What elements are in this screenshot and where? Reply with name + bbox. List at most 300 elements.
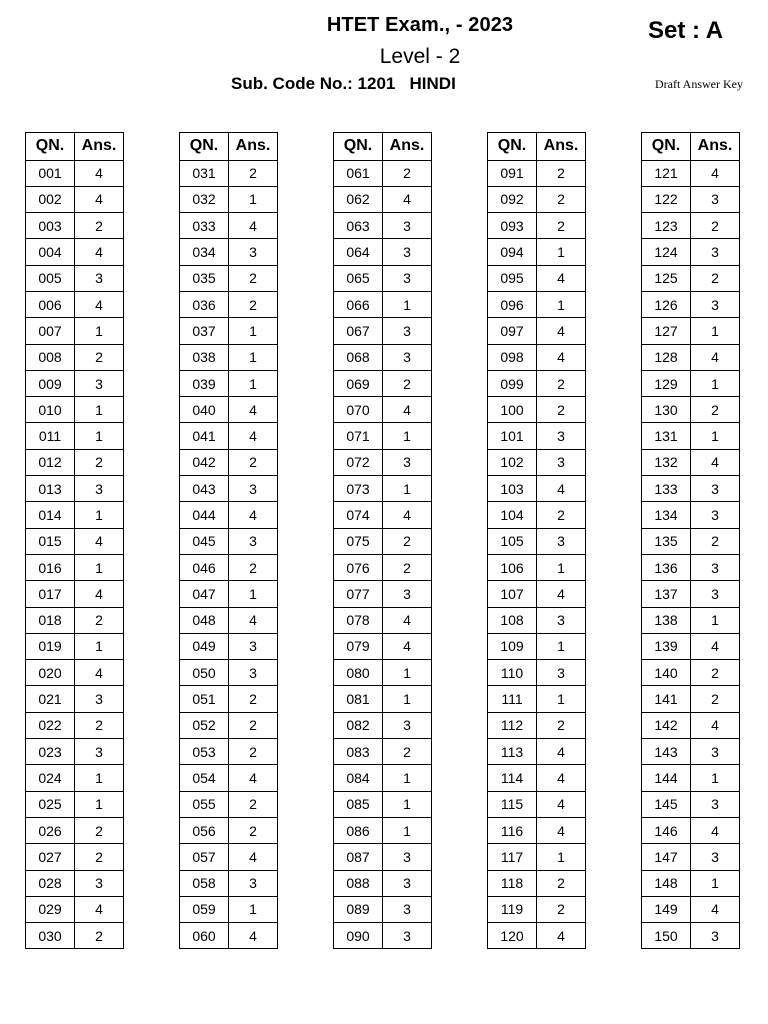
table-row [334,213,432,239]
answer-value: 4 [75,239,124,265]
answer-value: 1 [75,765,124,791]
table-row [642,502,740,528]
question-number: 101 [488,423,537,449]
answer-value: 1 [537,291,586,317]
question-number: 142 [642,712,691,738]
answer-value: 2 [229,554,278,580]
table-row [26,528,124,554]
question-number: 090 [334,923,383,949]
answer-value: 3 [383,213,432,239]
table-row [26,397,124,423]
table-row [334,581,432,607]
question-number: 148 [642,870,691,896]
question-number: 003 [26,213,75,239]
answer-value: 4 [691,633,740,659]
answer-value: 2 [537,502,586,528]
question-number: 099 [488,370,537,396]
answer-value: 3 [229,528,278,554]
answer-value: 4 [229,844,278,870]
question-number: 038 [180,344,229,370]
answer-value: 4 [383,607,432,633]
table-row [26,765,124,791]
answer-value: 3 [691,239,740,265]
question-number: 016 [26,554,75,580]
question-number: 021 [26,686,75,712]
answer-value: 2 [75,213,124,239]
question-number: 083 [334,739,383,765]
question-number: 035 [180,265,229,291]
question-number: 103 [488,476,537,502]
answer-value: 2 [75,844,124,870]
answer-value: 3 [229,633,278,659]
exam-level: Level - 2 [379,45,461,68]
answer-value: 2 [691,397,740,423]
question-number: 057 [180,844,229,870]
answer-value: 1 [75,633,124,659]
question-number: 136 [642,554,691,580]
table-header-row [334,133,432,161]
table-row [334,265,432,291]
table-row [334,791,432,817]
question-number: 096 [488,291,537,317]
table-row [642,370,740,396]
answer-value: 4 [537,318,586,344]
answer-value: 4 [229,502,278,528]
table-row [26,423,124,449]
answer-value: 4 [75,660,124,686]
answer-value: 2 [229,291,278,317]
table-row [26,291,124,317]
question-number: 032 [180,186,229,212]
question-number: 060 [180,923,229,949]
draft-answer-key-note: Draft Answer Key [655,77,743,91]
answer-value: 1 [383,765,432,791]
question-number: 069 [334,370,383,396]
table-row [488,844,586,870]
answer-value: 4 [229,765,278,791]
answer-value: 1 [229,896,278,922]
answer-value: 1 [75,791,124,817]
question-number: 049 [180,633,229,659]
question-number: 078 [334,607,383,633]
question-number: 130 [642,397,691,423]
answer-value: 2 [537,870,586,896]
table-row [180,344,278,370]
table-row [180,265,278,291]
table-row [334,607,432,633]
table-row [334,186,432,212]
question-number: 017 [26,581,75,607]
qn-header: QN. [488,133,537,161]
question-number: 132 [642,449,691,475]
answer-value: 3 [383,923,432,949]
ans-header: Ans. [229,133,278,161]
answer-value: 3 [229,660,278,686]
ans-header: Ans. [691,133,740,161]
answer-value: 1 [75,397,124,423]
table-row [642,765,740,791]
question-number: 056 [180,817,229,843]
question-number: 011 [26,423,75,449]
answer-value: 3 [537,449,586,475]
answer-value: 3 [383,844,432,870]
answer-value: 1 [75,423,124,449]
question-number: 146 [642,817,691,843]
table-row [488,712,586,738]
answer-value: 3 [383,449,432,475]
question-number: 043 [180,476,229,502]
answer-value: 2 [229,160,278,186]
question-number: 007 [26,318,75,344]
question-number: 110 [488,660,537,686]
question-number: 119 [488,896,537,922]
answer-value: 1 [383,476,432,502]
answer-value: 4 [75,528,124,554]
table-row [642,633,740,659]
ans-header: Ans. [383,133,432,161]
table-row [180,528,278,554]
question-number: 061 [334,160,383,186]
question-number: 005 [26,265,75,291]
table-row [642,265,740,291]
table-row [642,896,740,922]
table-row [26,160,124,186]
question-number: 116 [488,817,537,843]
question-number: 082 [334,712,383,738]
table-row [26,817,124,843]
ans-header: Ans. [537,133,586,161]
question-number: 100 [488,397,537,423]
answer-value: 3 [75,739,124,765]
question-number: 072 [334,449,383,475]
answer-value: 1 [383,817,432,843]
question-number: 025 [26,791,75,817]
question-number: 077 [334,581,383,607]
question-number: 047 [180,581,229,607]
answer-value: 2 [75,607,124,633]
question-number: 075 [334,528,383,554]
table-row [180,870,278,896]
question-number: 039 [180,370,229,396]
answer-value: 4 [229,923,278,949]
answer-value: 1 [383,291,432,317]
answer-value: 4 [383,502,432,528]
answer-value: 1 [691,765,740,791]
answer-value: 4 [75,160,124,186]
answer-value: 1 [383,423,432,449]
table-row [488,765,586,791]
table-row [26,265,124,291]
answer-value: 1 [75,318,124,344]
table-row [488,739,586,765]
question-number: 058 [180,870,229,896]
answer-value: 3 [691,739,740,765]
question-number: 055 [180,791,229,817]
question-number: 133 [642,476,691,502]
question-number: 024 [26,765,75,791]
table-row [180,660,278,686]
question-number: 015 [26,528,75,554]
question-number: 122 [642,186,691,212]
answer-value: 2 [229,817,278,843]
answer-table-3 [333,132,432,949]
answer-value: 2 [537,213,586,239]
question-number: 018 [26,607,75,633]
table-row [26,739,124,765]
answer-value: 1 [691,423,740,449]
table-row [488,502,586,528]
question-number: 081 [334,686,383,712]
answer-value: 4 [383,186,432,212]
table-row [488,896,586,922]
qn-header: QN. [642,133,691,161]
table-row [180,633,278,659]
table-row [334,502,432,528]
question-number: 079 [334,633,383,659]
answer-value: 3 [229,870,278,896]
question-number: 125 [642,265,691,291]
answer-value: 4 [75,896,124,922]
table-row [334,449,432,475]
question-number: 095 [488,265,537,291]
answer-value: 3 [691,923,740,949]
table-row [180,554,278,580]
answer-value: 3 [75,686,124,712]
table-row [334,870,432,896]
table-row [26,554,124,580]
answer-value: 3 [691,291,740,317]
table-row [642,791,740,817]
question-number: 121 [642,160,691,186]
question-number: 138 [642,607,691,633]
question-number: 009 [26,370,75,396]
subject-code: Sub. Code No.: 1201 HINDI [231,74,456,93]
question-number: 113 [488,739,537,765]
answer-value: 2 [537,186,586,212]
table-row [180,213,278,239]
answer-value: 1 [691,318,740,344]
question-number: 092 [488,186,537,212]
table-row [642,423,740,449]
question-number: 098 [488,344,537,370]
question-number: 143 [642,739,691,765]
question-number: 085 [334,791,383,817]
question-number: 088 [334,870,383,896]
question-number: 010 [26,397,75,423]
question-number: 108 [488,607,537,633]
question-number: 091 [488,160,537,186]
table-row [334,554,432,580]
answer-value: 1 [229,370,278,396]
answer-value: 4 [691,344,740,370]
answer-value: 3 [537,660,586,686]
table-row [180,186,278,212]
question-number: 128 [642,344,691,370]
question-number: 139 [642,633,691,659]
question-number: 104 [488,502,537,528]
table-row [180,239,278,265]
answer-value: 4 [537,923,586,949]
question-number: 059 [180,896,229,922]
table-row [642,291,740,317]
table-row [642,581,740,607]
question-number: 131 [642,423,691,449]
table-row [26,607,124,633]
question-number: 023 [26,739,75,765]
table-row [334,291,432,317]
answer-value: 3 [537,423,586,449]
question-number: 028 [26,870,75,896]
answer-value: 1 [691,370,740,396]
table-row [334,239,432,265]
table-row [488,370,586,396]
question-number: 123 [642,213,691,239]
answer-value: 1 [691,607,740,633]
table-row [488,265,586,291]
table-row [642,607,740,633]
answer-value: 4 [537,265,586,291]
table-row [488,318,586,344]
answer-value: 2 [75,712,124,738]
ans-header: Ans. [75,133,124,161]
table-row [488,686,586,712]
answer-value: 1 [537,686,586,712]
table-row [488,160,586,186]
answer-value: 1 [229,581,278,607]
table-row [334,686,432,712]
answer-value: 4 [229,423,278,449]
table-row [180,160,278,186]
question-number: 117 [488,844,537,870]
table-row [642,397,740,423]
table-row [334,712,432,738]
answer-value: 4 [75,186,124,212]
question-number: 027 [26,844,75,870]
answer-value: 3 [537,528,586,554]
answer-value: 3 [691,581,740,607]
answer-value: 2 [691,265,740,291]
answer-value: 2 [75,449,124,475]
table-row [26,370,124,396]
table-row [180,817,278,843]
answer-table-5 [641,132,740,949]
table-row [180,318,278,344]
question-number: 020 [26,660,75,686]
table-row [334,896,432,922]
question-number: 013 [26,476,75,502]
answer-value: 3 [691,476,740,502]
answer-value: 3 [383,344,432,370]
answer-value: 2 [691,213,740,239]
question-number: 118 [488,870,537,896]
question-number: 114 [488,765,537,791]
answer-value: 2 [383,528,432,554]
table-row [334,476,432,502]
answer-value: 2 [75,344,124,370]
table-row [488,528,586,554]
question-number: 062 [334,186,383,212]
table-row [334,370,432,396]
table-row [334,739,432,765]
table-row [642,844,740,870]
question-number: 115 [488,791,537,817]
question-number: 112 [488,712,537,738]
answer-value: 4 [537,476,586,502]
question-number: 065 [334,265,383,291]
table-row [642,344,740,370]
table-row [26,239,124,265]
question-number: 086 [334,817,383,843]
answer-value: 1 [537,554,586,580]
answer-value: 4 [691,712,740,738]
question-number: 048 [180,607,229,633]
question-number: 073 [334,476,383,502]
question-number: 111 [488,686,537,712]
question-number: 026 [26,817,75,843]
question-number: 097 [488,318,537,344]
table-row [180,791,278,817]
table-row [26,791,124,817]
answer-value: 2 [537,712,586,738]
answer-value: 1 [383,686,432,712]
answer-value: 3 [75,476,124,502]
question-number: 052 [180,712,229,738]
table-row [488,791,586,817]
answer-value: 3 [383,318,432,344]
answer-value: 3 [229,476,278,502]
table-row [334,660,432,686]
table-row [26,660,124,686]
question-number: 109 [488,633,537,659]
answer-value: 3 [691,844,740,870]
table-row [26,213,124,239]
table-row [26,896,124,922]
question-number: 012 [26,449,75,475]
answer-value: 2 [229,712,278,738]
table-row [642,476,740,502]
answer-value: 1 [537,844,586,870]
table-row [642,870,740,896]
question-number: 141 [642,686,691,712]
question-number: 107 [488,581,537,607]
question-number: 080 [334,660,383,686]
answer-value: 3 [691,502,740,528]
question-number: 022 [26,712,75,738]
question-number: 066 [334,291,383,317]
answer-table-1 [25,132,124,949]
answer-value: 2 [229,686,278,712]
table-row [26,318,124,344]
table-row [642,712,740,738]
answer-value: 3 [691,554,740,580]
question-number: 040 [180,397,229,423]
table-row [334,817,432,843]
question-number: 140 [642,660,691,686]
question-number: 041 [180,423,229,449]
answer-value: 1 [229,186,278,212]
table-row [488,554,586,580]
question-number: 002 [26,186,75,212]
answer-value: 3 [383,581,432,607]
answer-value: 2 [75,923,124,949]
table-row [334,160,432,186]
table-row [642,923,740,949]
qn-header: QN. [180,133,229,161]
answer-value: 4 [691,449,740,475]
table-row [334,423,432,449]
table-row [334,318,432,344]
question-number: 149 [642,896,691,922]
